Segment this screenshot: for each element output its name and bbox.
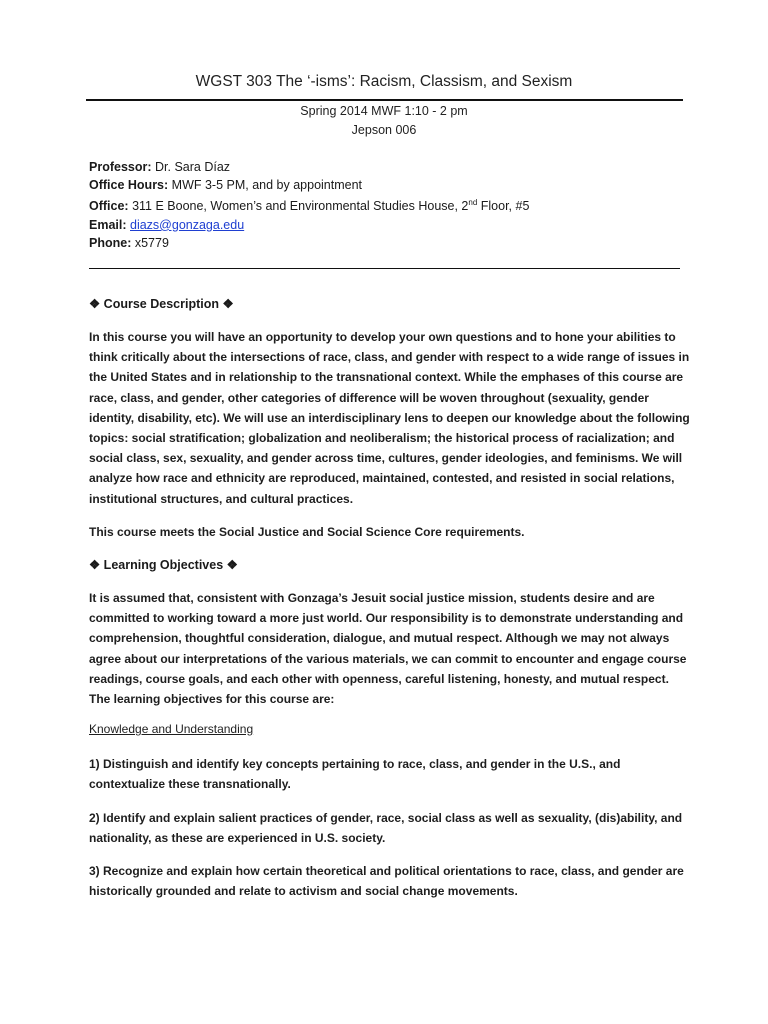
office-hours-label: Office Hours: bbox=[89, 178, 169, 193]
course-schedule: Spring 2014 MWF 1:10 - 2 pm bbox=[300, 104, 468, 118]
course-room: Jepson 006 bbox=[351, 123, 417, 137]
phone-label: Phone: bbox=[89, 235, 132, 250]
email-link[interactable]: diazs@gonzaga.edu bbox=[130, 217, 245, 232]
office-floor-sup: nd bbox=[468, 198, 478, 208]
phone-value: x5779 bbox=[131, 235, 169, 250]
course-title: WGST 303 The ‘-isms’: Racism, Classism, and Sexism bbox=[195, 73, 573, 90]
learning-objectives-heading: ❖ Learning Objectives ❖ bbox=[89, 558, 238, 572]
course-description-text: In this course you will have an opportunity to develop your own questions and to hone your abilities to think critically about the intersections of race, class, and gender with respect to a wide range of issues in the United States and in relationship to the transnational context. While the emphases of this course are race, class, and gender, other categories of difference will be woven throughout (sexuality, gender identity, disability, etc). We will use an interdisciplinary lens to deepen our knowledge about the following topics: social stratification; globalization and neoliberalism; the historical process of racialization; and social class, sex, sexuality, and gender across time, cultures, gender ideologies, and feminisms. We will analyze how race and ethnicity are reproduced, maintained, contested, and resisted in social relations, institutional structures, and cultural practices. bbox=[89, 330, 690, 506]
contact-block bbox=[89, 158, 529, 252]
office-value: 311 E Boone, Women’s and Environmental Studies House, 2 bbox=[128, 199, 469, 214]
phone-line bbox=[89, 234, 529, 252]
professor-label: Professor: bbox=[89, 160, 152, 174]
core-requirements-note: This course meets the Social Justice and Social Science Core requirements. bbox=[89, 525, 525, 539]
knowledge-understanding-subheading: Knowledge and Understanding bbox=[89, 722, 254, 736]
learning-objectives-text: It is assumed that, consistent with Gonzaga’s Jesuit social justice mission, students desire and are committed to working toward a more just world. Our responsibility is to demonstrate understanding and comprehension, thoughtful consideration, dialogue, and mutual respect. Although we may not always agree about our interpretations of the various materials, we can commit to encounter and engage course readings, course goals, and each other with openness, careful listening, honesty, and mutual respect. The learning objectives for this course are: bbox=[89, 591, 687, 707]
section-divider bbox=[89, 268, 680, 269]
course-description-heading: ❖ Course Description ❖ bbox=[89, 297, 234, 311]
email-line bbox=[89, 216, 529, 234]
office-hours-line bbox=[89, 176, 529, 194]
objective-item-2: 2) Identify and explain salient practices of gender, race, social class as well as sexuality, (dis)ability, and nationality, as these are experienced in U.S. society. bbox=[89, 811, 683, 846]
professor-line bbox=[89, 158, 529, 176]
title-rule bbox=[86, 99, 683, 101]
office-tail: Floor, #5 bbox=[477, 199, 530, 214]
office-hours-value: MWF 3-5 PM, and by appointment bbox=[168, 178, 363, 193]
professor-value: Dr. Sara Díaz bbox=[151, 160, 231, 174]
office-label: Office: bbox=[89, 199, 129, 214]
objective-item-1: 1) Distinguish and identify key concepts pertaining to race, class, and gender in the U.S., and contextualize these transnationally. bbox=[89, 757, 621, 792]
office-line bbox=[89, 194, 529, 215]
objective-item-3: 3) Recognize and explain how certain theoretical and political orientations to race, class, and gender are historically grounded and relate to activism and social change movements. bbox=[89, 864, 684, 899]
email-label: Email: bbox=[89, 217, 127, 232]
